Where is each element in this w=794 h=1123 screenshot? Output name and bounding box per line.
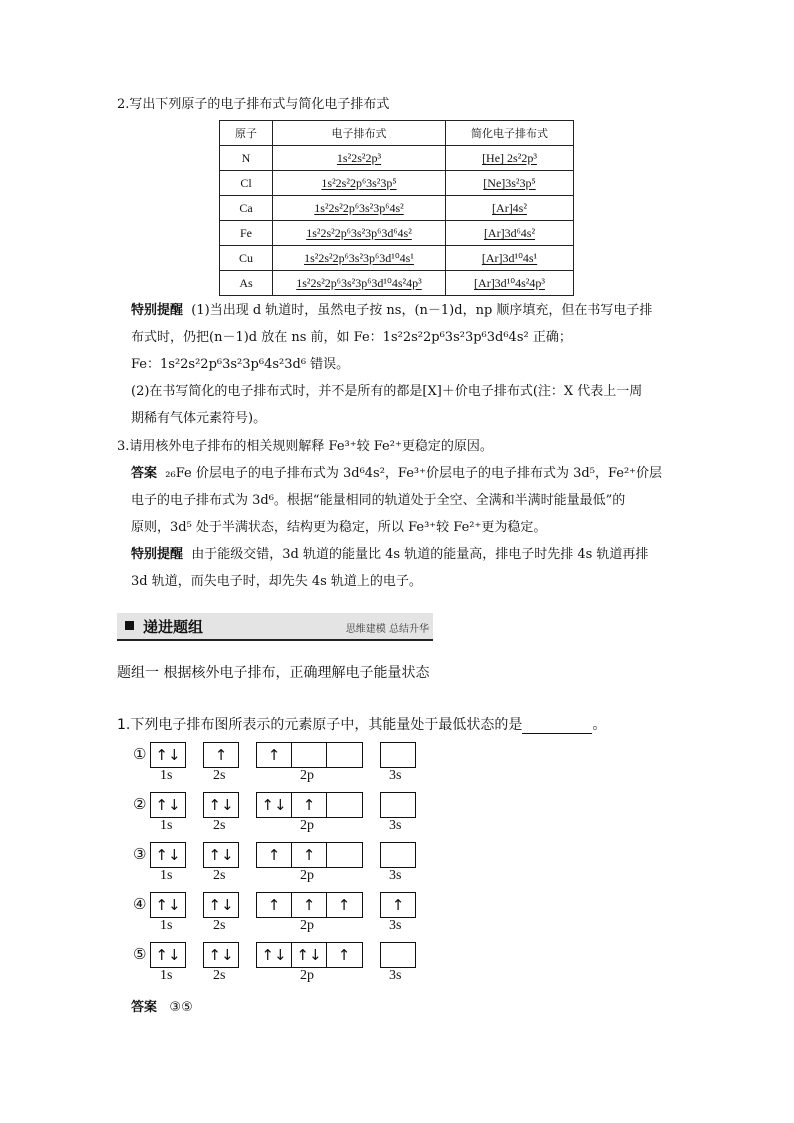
q3-title: 3.请用核外电子排布的相关规则解释 Fe³⁺较 Fe²⁺更稳定的原因。	[117, 439, 493, 454]
table-row	[220, 196, 574, 221]
orbital-cell	[326, 743, 361, 767]
table-header-row	[220, 121, 574, 146]
orbital-cell: ↑↓	[208, 946, 234, 964]
config-cell: 1s²2s²2p³	[273, 146, 446, 171]
label-2p: 2p	[300, 768, 314, 783]
short-cell: [Ar]3d¹⁰4s¹	[446, 246, 574, 271]
label-3s: 3s	[389, 768, 402, 783]
q1-stem-text: 1.下列电子排布图所表示的元素原子中，其能量处于最低状态的是	[117, 717, 523, 733]
diagram-number: ③	[133, 845, 147, 863]
short-cell: [Ar]3d⁶4s²	[446, 221, 574, 246]
label-2p: 2p	[300, 968, 314, 983]
q3-answer-line-1	[131, 465, 662, 483]
answer-value: ③⑤	[169, 1000, 193, 1015]
orbital-2p	[256, 892, 363, 918]
orbital-2s	[203, 742, 239, 768]
tip-label: 特别提醒	[131, 303, 184, 318]
short-cell: [Ar]4s²	[446, 196, 574, 221]
diagram-number: ①	[133, 745, 147, 763]
orbital-1s	[150, 842, 186, 868]
orbital-cell: ↑↓	[291, 943, 326, 967]
orbital-cell: ↑↓	[155, 896, 181, 914]
orbital-cell: ↑	[267, 746, 281, 764]
orbital-cell	[326, 843, 361, 867]
atom-cell: N	[220, 146, 273, 171]
label-3s: 3s	[389, 818, 402, 833]
orbital-cell: ↑↓	[155, 796, 181, 814]
orbital-cell	[381, 843, 415, 867]
atom-cell: Cl	[220, 171, 273, 196]
orbital-cell: ↑	[267, 846, 281, 864]
label-1s: 1s	[160, 768, 173, 783]
label-2p: 2p	[300, 818, 314, 833]
q2-tip-line-1	[131, 302, 652, 320]
header-config: 电子排布式	[273, 121, 446, 146]
table-row	[220, 146, 574, 171]
orbital-3s	[380, 742, 416, 768]
orbital-2p	[256, 742, 363, 768]
orbital-cell: ↑	[267, 896, 281, 914]
tip-label: 特别提醒	[131, 547, 184, 562]
table-row	[220, 246, 574, 271]
table-row	[220, 171, 574, 196]
q1-stem	[117, 714, 606, 734]
config-cell: 1s²2s²2p⁶3s²3p⁶4s²	[273, 196, 446, 221]
label-3s: 3s	[389, 918, 402, 933]
orbital-3s	[380, 792, 416, 818]
q1-answer	[131, 996, 193, 1015]
orbital-cell: ↑	[214, 746, 228, 764]
label-3s: 3s	[389, 968, 402, 983]
q1-stem-end: 。	[592, 717, 607, 733]
orbital-2s	[203, 892, 239, 918]
config-cell: 1s²2s²2p⁶3s²3p⁵	[273, 171, 446, 196]
tip-text: 由于能级交错，3d 轨道的能量比 4s 轨道的能量高，排电子时先排 4s 轨道再排	[191, 547, 649, 562]
answer-text: ₂₆Fe 价层电子的电子排布式为 3d⁶4s²，Fe³⁺价层电子的电子排布式为 3d⁵，Fe²⁺价层	[165, 466, 663, 481]
orbital-2p	[256, 942, 363, 968]
orbital-cell	[291, 743, 326, 767]
q3-tip-line-1	[131, 546, 648, 564]
label-1s: 1s	[160, 818, 173, 833]
q2-tip-line-4: (2)在书写简化的电子排布式时，并不是所有的都是[X]＋价电子排布式(注：X 代表上一周	[131, 384, 643, 399]
q3-tip-line-2: 3d 轨道，而失电子时，却先失 4s 轨道上的电子。	[131, 574, 422, 589]
q2-tip-line-3: Fe：1s²2s²2p⁶3s²3p⁶4s²3d⁶ 错误。	[131, 357, 350, 372]
orbital-cell: ↑↓	[208, 796, 234, 814]
orbital-cell: ↑	[291, 843, 326, 867]
orbital-cell: ↑	[326, 893, 361, 917]
tip-text: (1)当出现 d 轨道时，虽然电子按 ns，(n－1)d，np 顺序填充，但在书写电子排	[191, 303, 653, 318]
label-2p: 2p	[300, 918, 314, 933]
answer-label: 答案	[131, 466, 158, 481]
atom-cell: Cu	[220, 246, 273, 271]
orbital-cell: ↑	[291, 793, 326, 817]
q3-answer-line-3: 原则，3d⁵ 处于半满状态，结构更为稳定，所以 Fe³⁺较 Fe²⁺更为稳定。	[131, 520, 547, 535]
label-1s: 1s	[160, 868, 173, 883]
answer-label: 答案	[131, 1000, 158, 1015]
orbital-cell: ↑↓	[155, 746, 181, 764]
orbital-cell: ↑	[291, 893, 326, 917]
q3-answer-line-2: 电子的电子排布式为 3d⁶。根据“能量相同的轨道处于全空、全满和半满时能量最低”的	[131, 493, 626, 508]
short-cell: [He] 2s²2p³	[446, 146, 574, 171]
config-cell: 1s²2s²2p⁶3s²3p⁶3d¹⁰4s¹	[273, 246, 446, 271]
q2-tip-line-2: 布式时，仍把(n－1)d 放在 ns 前，如 Fe：1s²2s²2p⁶3s²3p⁶3d⁶4s² 正确；	[131, 330, 572, 345]
atom-cell: Fe	[220, 221, 273, 246]
orbital-cell: ↑	[326, 943, 361, 967]
orbital-cell	[381, 793, 415, 817]
header-atom: 原子	[220, 121, 273, 146]
orbital-cell: ↑↓	[155, 946, 181, 964]
square-bullet-icon	[125, 621, 134, 630]
orbital-3s	[380, 892, 416, 918]
atom-cell: As	[220, 271, 273, 296]
orbital-1s	[150, 792, 186, 818]
orbital-1s	[150, 892, 186, 918]
orbital-cell: ↑↓	[155, 846, 181, 864]
orbital-2p	[256, 842, 363, 868]
orbital-cell	[381, 743, 415, 767]
orbital-cell: ↑↓	[208, 896, 234, 914]
atom-cell: Ca	[220, 196, 273, 221]
group1-title: 题组一 根据核外电子排布，正确理解电子能量状态	[117, 665, 430, 681]
orbital-cell	[381, 943, 415, 967]
short-cell: [Ne]3s²3p⁵	[446, 171, 574, 196]
q2-title: 2.写出下列原子的电子排布式与简化电子排布式	[117, 97, 390, 112]
diagram-number: ④	[133, 895, 147, 913]
orbital-cell	[326, 793, 361, 817]
label-1s: 1s	[160, 918, 173, 933]
orbital-2s	[203, 792, 239, 818]
orbital-cell: ↑↓	[261, 796, 287, 814]
label-2s: 2s	[213, 818, 226, 833]
orbital-2p	[256, 792, 363, 818]
config-cell: 1s²2s²2p⁶3s²3p⁶3d⁶4s²	[273, 221, 446, 246]
q2-tip-line-5: 期稀有气体元素符号)。	[131, 411, 267, 426]
label-3s: 3s	[389, 868, 402, 883]
section-tag: 思维建模 总结升华	[345, 624, 429, 635]
section-title: 递进题组	[143, 618, 204, 636]
answer-blank[interactable]	[522, 719, 592, 734]
section-header	[117, 613, 433, 641]
orbital-3s	[380, 842, 416, 868]
header-short: 简化电子排布式	[446, 121, 574, 146]
config-cell: 1s²2s²2p⁶3s²3p⁶3d¹⁰4s²4p³	[273, 271, 446, 296]
label-1s: 1s	[160, 968, 173, 983]
diagram-number: ⑤	[133, 945, 147, 963]
short-cell: [Ar]3d¹⁰4s²4p³	[446, 271, 574, 296]
orbital-cell: ↑↓	[261, 946, 287, 964]
label-2s: 2s	[213, 868, 226, 883]
orbital-cell: ↑	[391, 896, 405, 914]
diagram-number: ②	[133, 795, 147, 813]
orbital-3s	[380, 942, 416, 968]
orbital-cell: ↑↓	[208, 846, 234, 864]
label-2p: 2p	[300, 868, 314, 883]
label-2s: 2s	[213, 768, 226, 783]
orbital-1s	[150, 942, 186, 968]
electron-config-table	[219, 120, 574, 296]
orbital-2s	[203, 942, 239, 968]
table-row	[220, 221, 574, 246]
orbital-1s	[150, 742, 186, 768]
label-2s: 2s	[213, 968, 226, 983]
orbital-2s	[203, 842, 239, 868]
label-2s: 2s	[213, 918, 226, 933]
table-row	[220, 271, 574, 296]
